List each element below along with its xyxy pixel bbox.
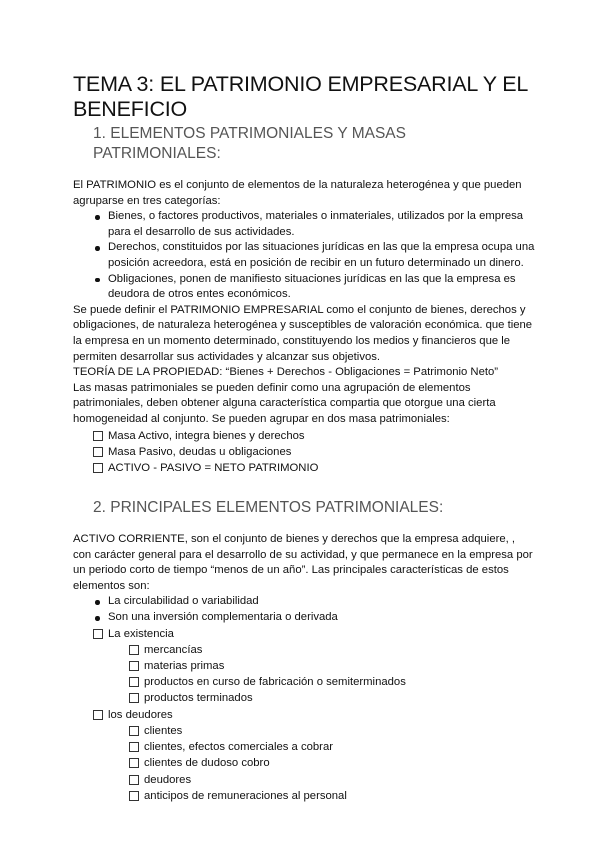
masas-checklist bbox=[73, 428, 535, 477]
list-item: Obligaciones, ponen de manifiesto situaciones jurídicas en las que la empresa es deudora de otros entes económicos. bbox=[73, 272, 535, 303]
checklist-item bbox=[73, 772, 535, 788]
document-page bbox=[73, 72, 535, 804]
categories-list bbox=[73, 209, 535, 303]
list-item: Derechos, constituidos por las situaciones jurídicas en las que la empresa ocupa una posición acreedora, está en posición de recibir en un futuro determinado un dinero. bbox=[73, 240, 535, 271]
checklist-label: materias primas bbox=[144, 660, 225, 673]
checklist-item bbox=[73, 723, 535, 739]
checkbox-icon[interactable] bbox=[129, 645, 139, 655]
checklist-label: La existencia bbox=[108, 627, 174, 640]
checkbox-icon[interactable] bbox=[93, 629, 103, 639]
checkbox-icon[interactable] bbox=[129, 661, 139, 671]
checkbox-icon[interactable] bbox=[129, 726, 139, 736]
checklist-item bbox=[73, 428, 535, 444]
list-item: Son una inversión complementaria o derivada bbox=[73, 610, 535, 626]
checklist-label: anticipos de remuneraciones al personal bbox=[144, 789, 347, 802]
checkbox-icon[interactable] bbox=[129, 677, 139, 687]
checkbox-icon[interactable] bbox=[129, 758, 139, 768]
list-item: Bienes, o factores productivos, materiales o inmateriales, utilizados por la empresa para el desarrollo de sus actividades. bbox=[73, 209, 535, 240]
section-1-heading: 1. ELEMENTOS PATRIMONIALES Y MASAS PATRIMONIALES: bbox=[93, 125, 406, 162]
checklist-item bbox=[73, 658, 535, 674]
characteristics-list bbox=[73, 594, 535, 625]
checklist-item bbox=[73, 674, 535, 690]
checklist-label: Masa Activo, integra bienes y derechos bbox=[108, 429, 305, 442]
checklist-label: productos terminados bbox=[144, 692, 253, 705]
checklist-item bbox=[73, 642, 535, 658]
activo-corriente-intro: ACTIVO CORRIENTE, son el conjunto de bienes y derechos que la empresa adquiere, , con carácter general para el desarrollo de su actividad, y que permanece en la empresa por un periodo corto de tiempo “menos de un año”. Las principales características de estos elementos son: bbox=[73, 533, 533, 592]
patrimonio-definition: Se puede definir el PATRIMONIO EMPRESARIAL como el conjunto de bienes, derechos y obligaciones, de naturaleza heterogénea y susceptibles de valoración económica. que tiene la empresa en un momento determinado, constituyendo los medios y financieros que le permiten desarrollar sus actividades y alcanzar sus objetivos. bbox=[73, 303, 533, 363]
checklist-item bbox=[73, 788, 535, 804]
checklist-item bbox=[73, 707, 535, 723]
existencia-checklist bbox=[73, 642, 535, 707]
section-2-heading: 2. PRINCIPALES ELEMENTOS PATRIMONIALES: bbox=[93, 499, 444, 517]
checkbox-icon[interactable] bbox=[129, 693, 139, 703]
patrimonio-intro: El PATRIMONIO es el conjunto de elementos de la naturaleza heterogénea y que pueden agruparse en tres categorías: bbox=[73, 179, 522, 207]
checklist-item bbox=[73, 690, 535, 706]
elements-checklist bbox=[73, 626, 535, 642]
checklist-label: clientes de dudoso cobro bbox=[144, 757, 270, 770]
checklist-item bbox=[73, 626, 535, 642]
checkbox-icon[interactable] bbox=[129, 775, 139, 785]
checklist-label: productos en curso de fabricación o semiterminados bbox=[144, 676, 406, 689]
deudores-checklist-parent bbox=[73, 707, 535, 723]
checklist-item bbox=[73, 460, 535, 476]
checkbox-icon[interactable] bbox=[129, 742, 139, 752]
checkbox-icon[interactable] bbox=[93, 447, 103, 457]
checklist-item bbox=[73, 755, 535, 771]
checklist-label: mercancías bbox=[144, 643, 203, 656]
checklist-label: deudores bbox=[144, 773, 192, 786]
checklist-label: Masa Pasivo, deudas u obligaciones bbox=[108, 445, 292, 458]
checkbox-icon[interactable] bbox=[129, 791, 139, 801]
deudores-checklist bbox=[73, 723, 535, 804]
checklist-label: los deudores bbox=[108, 708, 173, 721]
checkbox-icon[interactable] bbox=[93, 463, 103, 473]
masas-paragraph: Las masas patrimoniales se pueden definir como una agrupación de elementos patrimoniales, deben obtener alguna característica compartia que otorgue una cierta homogeneidad al conjunto. Se pueden agrupar en dos masa patrimoniales: bbox=[73, 381, 496, 425]
checkbox-icon[interactable] bbox=[93, 710, 103, 720]
theory-line: TEORÍA DE LA PROPIEDAD: “Bienes + Derechos - Obligaciones = Patrimonio Neto” bbox=[73, 366, 499, 379]
checklist-label: ACTIVO - PASIVO = NETO PATRIMONIO bbox=[108, 461, 319, 474]
checklist-label: clientes, efectos comerciales a cobrar bbox=[144, 741, 333, 754]
checklist-label: clientes bbox=[144, 724, 183, 737]
checkbox-icon[interactable] bbox=[93, 431, 103, 441]
checklist-item bbox=[73, 739, 535, 755]
checklist-item bbox=[73, 444, 535, 460]
document-title: TEMA 3: EL PATRIMONIO EMPRESARIAL Y EL BENEFICIO bbox=[73, 72, 528, 121]
list-item: La circulabilidad o variabilidad bbox=[73, 594, 535, 610]
